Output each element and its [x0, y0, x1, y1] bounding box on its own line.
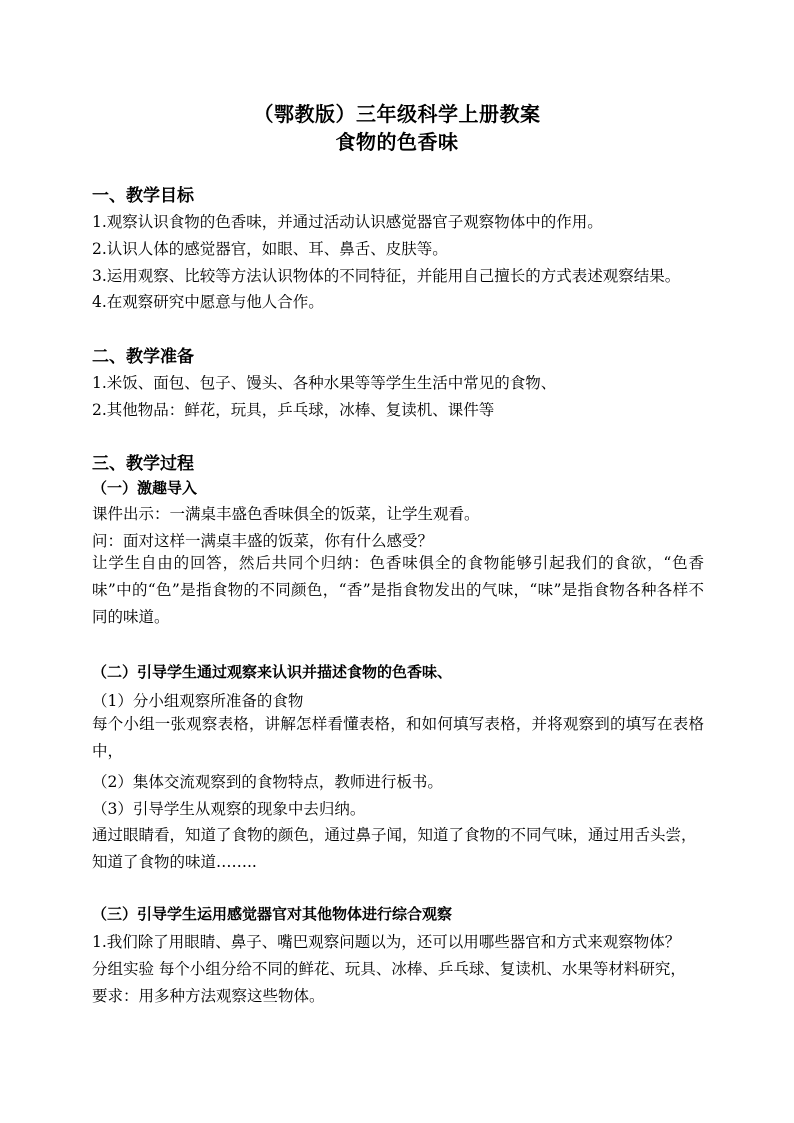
observe-step-1: （1）分小组观察所准备的食物: [92, 692, 304, 710]
goal-item-2: 2.认识人体的感觉器官，如眼、耳、鼻舌、皮肤等。: [92, 240, 448, 258]
observe-step-1-detail: 每个小组一张观察表格，讲解怎样看懂表格，和如何填写表格，并将观察到的填写在表格中，: [92, 715, 704, 760]
document-subtitle: 食物的色香味: [335, 130, 459, 154]
subsection-heading-observe: （二）引导学生通过观察来认识并描述食物的色香味、: [92, 663, 453, 681]
observe-step-3: （3）引导学生从观察的现象中去归纳。: [92, 800, 366, 818]
document-title: （鄂教版）三年级科学上册教案: [253, 102, 541, 126]
senses-line-3: 要求：用多种方法观察这些物体。: [92, 987, 325, 1005]
goal-item-4: 4.在观察研究中愿意与他人合作。: [92, 293, 324, 311]
observe-conclusion-line-2: 知道了食物的味道……..: [92, 853, 257, 871]
prep-item-1: 1.米饭、面包、包子、馒头、各种水果等等学生生活中常见的食物、: [92, 374, 557, 392]
goal-item-1: 1.观察认识食物的色香味，并通过活动认识感觉器官子观察物体中的作用。: [92, 213, 603, 231]
intro-line-1: 课件出示：一满桌丰盛色香味俱全的饭菜，让学生观看。: [92, 505, 480, 523]
subsection-heading-senses: （三）引导学生运用感觉器官对其他物体进行综合观察: [92, 905, 453, 923]
prep-item-2: 2.其他物品：鲜花，玩具，乒乓球，冰棒、复读机、课件等: [92, 401, 495, 419]
senses-line-2: 分组实验 每个小组分给不同的鲜花、玩具、冰棒、乒乓球、复读机、水果等材料研究，: [92, 960, 686, 978]
intro-line-2: 问：面对这样一满桌丰盛的饭菜，你有什么感受？: [92, 532, 434, 550]
section-heading-process: 三、教学过程: [92, 454, 194, 474]
senses-line-1: 1.我们除了用眼睛、鼻子、嘴巴观察问题以为，还可以用哪些器官和方式来观察物体？: [92, 933, 681, 951]
goal-item-3: 3.运用观察、比较等方法认识物体的不同特征，并能用自己擅长的方式表述观察结果。: [92, 267, 681, 285]
section-heading-goals: 一、教学目标: [92, 186, 194, 206]
intro-paragraph: 让学生自由的回答，然后共同个归纳：色香味俱全的食物能够引起我们的食欲，“色香味”中的“色”是指食物的不同颜色，“香”是指食物发出的气味，“味”是指食物各种各样不同的味道。: [92, 554, 704, 626]
subsection-heading-intro: （一）激趣导入: [92, 479, 198, 497]
observe-conclusion-line-1: 通过眼睛看，知道了食物的颜色，通过鼻子闻，知道了食物的不同气味，通过用舌头尝，: [92, 826, 697, 844]
section-heading-prep: 二、教学准备: [92, 347, 194, 367]
observe-step-2: （2）集体交流观察到的食物特点，教师进行板书。: [92, 773, 443, 791]
